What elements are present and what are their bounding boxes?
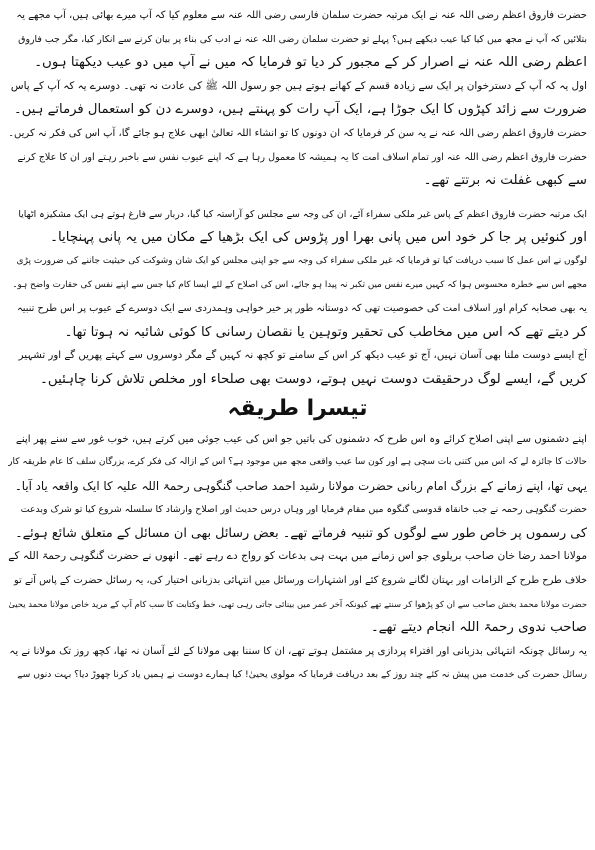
text-line: آج ایسے دوست ملنا بھی آسان نہیں، آج تو عیب دیکھ کر اس کے سامنے تو کچھ نہ کہیں گے مگر دوسروں سے کہتے پھریں گے اور تشہیر xyxy=(18,350,587,362)
text-line: حضرت مولانا محمد بخش صاحب سے ان کو پڑھوا کر سنتے تھے کیونکہ آخر عمر میں بینائی جاتی رہی تھی، خط وکتابت کا سب کام آپ کے مرید خاص مولانا محمد یحییٰ xyxy=(8,598,587,609)
text-line: سے کبھی غفلت نہ برتتے تھے۔ xyxy=(423,173,587,189)
document-page xyxy=(8,4,587,846)
text-line: حالات کا جائزہ لے کہ اس میں کتنی بات سچی ہے اور کون سا عیب واقعی مجھ میں موجود ہے؟ اس کے ازالہ کی فکر کرے، بزرگان سلف کا عام طریقہ کار xyxy=(8,457,587,468)
text-line: لوگوں نے اس عمل کا سبب دریافت کیا تو فرمایا کہ غیر ملکی سفراء کی وجہ سے جو اپنی مجلس کو ایک شان وشوکت کی حیثیت جاننے کی ضرورت پڑی xyxy=(16,255,587,266)
text-line: کی رسموں پر خاص طور سے لوگوں کو تنبیہ فرماتے تھے۔ بعض رسائل بھی ان مسائل کے متعلق شائع ہوئے۔ xyxy=(15,525,587,541)
text-line: مجھے اس سے خطرہ محسوس ہوا کہ کہیں میرے نفس میں تکبر نہ پیدا ہو جائے، اس کی اصلاح کے لئے ایسا کام کیا جس سے اپنے نفس کی حقارت واضح ہو۔ xyxy=(12,279,587,290)
section-heading: تیسرا طریقہ xyxy=(227,395,368,421)
text-line: رسائل حضرت کی خدمت میں پیش نہ کئے چند روز کے بعد دریافت فرمایا کہ مولوی یحییٰ! کیا ہمارے دوست نے ہمیں یاد کرنا چھوڑ دیا؟ بہت دنوں سے xyxy=(17,669,587,681)
text-line: کریں گے، ایسے لوگ درحقیقت دوست نہیں ہوتے، دوست بھی صلحاء اور مخلص تلاش کرنا چاہئیں۔ xyxy=(40,371,587,387)
text-line: حضرت فاروق اعظم رضی اللہ عنہ نے یہ سن کر فرمایا کہ ان دونوں کا تو انشاء اللہ تعالیٰ ابھی علاج ہو جائے گا، آپ اس کی فکر نہ کریں۔ xyxy=(8,127,587,139)
text-line: یہ رسائل چونکہ انتہائی بدزبانی اور افتراء پردازی پر مشتمل ہوتے تھے، ان کا سننا بھی مولانا کے لئے آسان نہ تھا، کچھ روز تک مولانا نے یہ xyxy=(9,645,587,657)
text-line: یہی تھا، اپنے زمانے کے بزرگ امام ربانی حضرت مولانا رشید احمد صاحب گنگوہی رحمۃ اللہ علیہ کا ایک واقعہ یاد آیا۔ xyxy=(14,478,587,493)
text-line: کر دیتے تھے کہ اس میں مخاطب کی تحقیر وتوہین یا نقصان رسانی کا کوئی شائبہ نہ ہوتا تھا۔ xyxy=(64,324,587,340)
text-line: یہ بھی صحابہ کرام اور اسلاف امت کی خصوصیت تھی کہ دوستانہ طور پر خیر خواہی وہمدردی سے ایک دوسرے کے عیوب پر اس طرح تنبیہ xyxy=(17,303,587,315)
text-line: حضرت فاروق اعظم رضی اللہ عنہ نے ایک مرتبہ حضرت سلمان فارسی رضی اللہ عنہ سے معلوم کیا کہ آپ میرے بھائی ہیں، آپ مجھے یہ xyxy=(16,10,587,21)
text-line: صاحب ندوی رحمۃ اللہ انجام دیتے تھے۔ xyxy=(370,620,587,636)
text-line: ضرورت سے زائد کپڑوں کا ایک جوڑا ہے، ایک آپ رات کو پہنتے ہیں، دوسرے دن کو استعمال فرماتے ہیں۔ xyxy=(14,102,587,118)
text-line: اور کنوئیں پر جا کر خود اس میں پانی بھرا اور پڑوس کی ایک بڑھیا کے مکان میں یہ پانی پہنچایا۔ xyxy=(50,230,587,246)
paragraph-gap xyxy=(8,193,587,203)
text-line: حضرت گنگوہی رحمہ نے جب خانقاہ قدوسی گنگوہ میں مقام فرمایا اور وہاں درس حدیث اور اصلاح وارشاد کا سلسلہ شروع کیا تو شرک وبدعت xyxy=(20,504,587,516)
text-line: اول یہ کہ آپ کے دسترخوان پر ایک سے زیادہ قسم کے کھانے ہوتے ہیں جو رسول اللہ ﷺ کی عادت نہ تھی۔ دوسرے یہ کہ آپ کے پاس xyxy=(10,79,587,92)
text-line: ایک مرتبہ حضرت فاروق اعظم کے پاس غیر ملکی سفراء آئے، ان کی وجہ سے مجلس کو آراستہ کیا گیا، دربار سے فارغ ہوتے ہی ایک مشکیزہ اٹھایا xyxy=(18,208,587,220)
text-line: مولانا احمد رضا خان صاحب بریلوی جو اس زمانے میں بہت ہی بدعات کو رواج دے رہے تھے۔ انھوں نے حضرت گنگوہی رحمۃ اللہ کے xyxy=(8,550,587,563)
text-line: اعظم رضی اللہ عنہ نے اصرار کر کے مجبور کر دیا تو فرمایا کہ میں نے آپ میں دو عیب دیکھتا ہوں۔ xyxy=(34,55,587,71)
text-line: بتلائیں کہ آپ نے مجھ میں کیا کیا عیب دیکھے ہیں؟ پہلے تو حضرت سلمان رضی اللہ عنہ نے ادب کی بناء پر بیان کرنے سے انکار کیا، مگر جب فاروق xyxy=(18,33,587,45)
text-line: حضرت فاروق اعظم رضی اللہ عنہ اور تمام اسلاف امت کا یہ ہمیشہ کا معمول رہا ہے کہ اپنے عیوب نفس سے باخبر رہتے اور ان کا علاج کرنے xyxy=(17,151,587,163)
text-line: خلاف طرح طرح کے الزامات اور بہتان لگانے شروع کئے اور اشتہارات ورسائل میں انتہائی بدزبانی اختیار کی، یہ رسائل حضرت کے پاس آتے تو xyxy=(13,575,587,587)
text-line: اپنے دشمنوں سے اپنی اصلاح کرائے وہ اس طرح کہ دشمنوں کی باتیں جو اس کی عیب جوئی میں کرتے ہیں، خوب غور سے سنے پھر اپنے xyxy=(15,433,587,445)
